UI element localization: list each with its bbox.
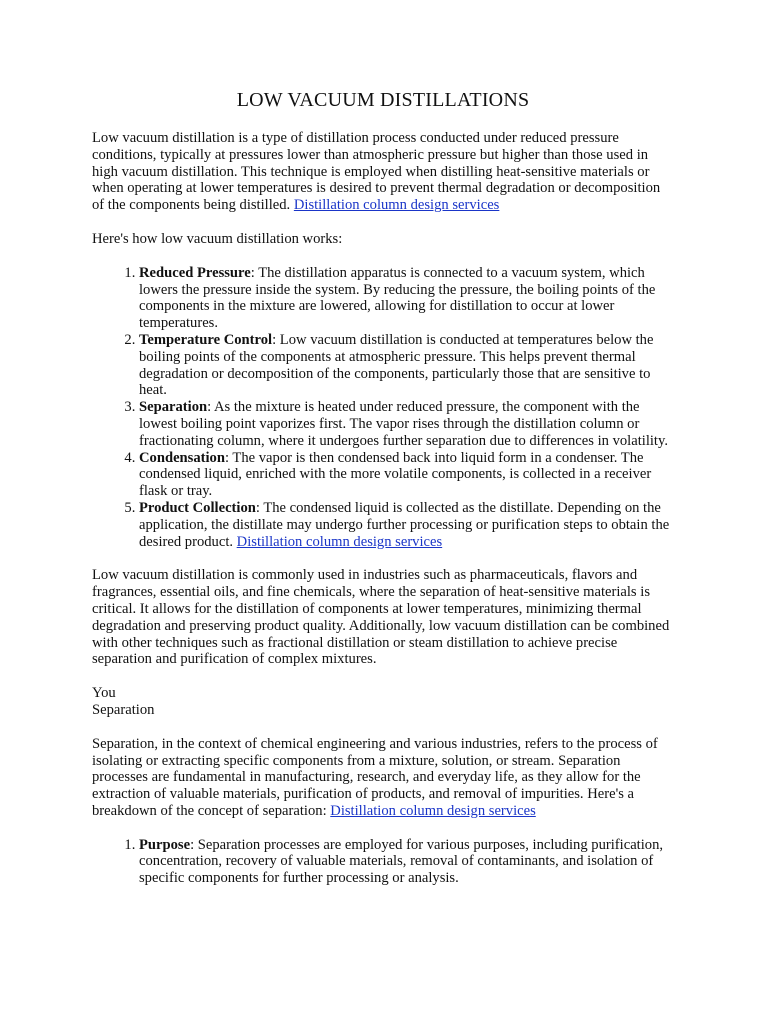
step-item-purpose bbox=[139, 837, 674, 887]
step-item-temperature-control bbox=[139, 332, 674, 399]
document-page bbox=[92, 88, 674, 904]
step-item-product-collection bbox=[139, 500, 674, 550]
step-term: Separation bbox=[139, 399, 208, 416]
separation-heading: Separation bbox=[92, 701, 155, 718]
you-separation-block bbox=[92, 685, 674, 719]
step-term: Temperature Control bbox=[139, 331, 273, 348]
step-text: : As the mixture is heated under reduced pressure, the component with the lowest boiling point vaporizes first. The vapor rises through the distillation column or fractionating column, where it undergoes further separation due to differences in volatility. bbox=[139, 399, 668, 449]
step-term: Reduced Pressure bbox=[139, 264, 251, 281]
separation-steps-list bbox=[92, 837, 674, 887]
step-text: : The vapor is then condensed back into liquid form in a condenser. The condensed liquid, enriched with the more volatile components, is collected in a receiver flask or tray. bbox=[139, 449, 652, 500]
step-term: Purpose bbox=[139, 836, 191, 853]
step-text: : The condensed liquid is collected as the distillate. Depending on the application, the distillate may undergo further processing or purification steps to obtain the desired product. bbox=[139, 499, 670, 550]
intro-paragraph bbox=[92, 130, 674, 214]
design-services-link-1[interactable]: Distillation column design services bbox=[293, 197, 500, 214]
you-label: You bbox=[92, 685, 116, 702]
step-text: : The distillation apparatus is connected to a vacuum system, which lowers the pressure inside the system. By reducing the pressure, the boiling points of the components in the mixture are lowered, allowing for distillation to occur at lower temperatures. bbox=[139, 264, 656, 332]
step-text: : Low vacuum distillation is conducted at temperatures below the boiling points of the components at atmospheric pressure. This helps prevent thermal degradation or decomposition of the components, particularly those that are sensitive to heat. bbox=[139, 331, 654, 399]
step-term: Product Collection bbox=[139, 499, 256, 516]
intro-text: Low vacuum distillation is a type of distillation process conducted under reduced pressure conditions, typically at pressures lower than atmospheric pressure but higher than those used in high vacuum distillation. This technique is employed when distilling heat-sensitive materials or when operating at lower temperatures is desired to prevent thermal degradation or decomposition of the components being distilled. bbox=[92, 130, 661, 214]
separation-paragraph bbox=[92, 736, 674, 820]
applications-paragraph: Low vacuum distillation is commonly used in industries such as pharmaceuticals, flavors and fragrances, essential oils, and fine chemicals, where the separation of heat-sensitive materials is critical. It allows for the distillation of components at lower temperatures, minimizing thermal degradation and preserving product quality. Additionally, low vacuum distillation can be combined with other techniques such as fractional distillation or steam distillation to achieve precise separation and purification of complex mixtures. bbox=[92, 567, 670, 668]
process-steps-list bbox=[92, 265, 674, 551]
step-text: : Separation processes are employed for various purposes, including purification, concentration, recovery of valuable materials, removal of contaminants, and isolation of specific components for further processing or analysis. bbox=[139, 836, 664, 887]
step-item-condensation bbox=[139, 450, 674, 500]
step-item-separation bbox=[139, 399, 674, 449]
step-item-reduced-pressure bbox=[139, 265, 674, 332]
design-services-link-2[interactable]: Distillation column design services bbox=[236, 533, 443, 550]
design-services-link-3[interactable]: Distillation column design services bbox=[330, 802, 536, 819]
step-term: Condensation bbox=[139, 449, 225, 466]
how-it-works-paragraph: Here's how low vacuum distillation works: bbox=[92, 230, 343, 247]
separation-text: Separation, in the context of chemical engineering and various industries, refers to the process of isolating or extracting specific components from a mixture, solution, or stream. Separation processes are fundamental in manufacturing, research, and everyday life, as they allow for the extraction of valuable materials, purification of products, and removal of impurities. Here's a breakdown of the concept of separation: bbox=[92, 735, 658, 819]
page-title: LOW VACUUM DISTILLATIONS bbox=[236, 89, 530, 111]
